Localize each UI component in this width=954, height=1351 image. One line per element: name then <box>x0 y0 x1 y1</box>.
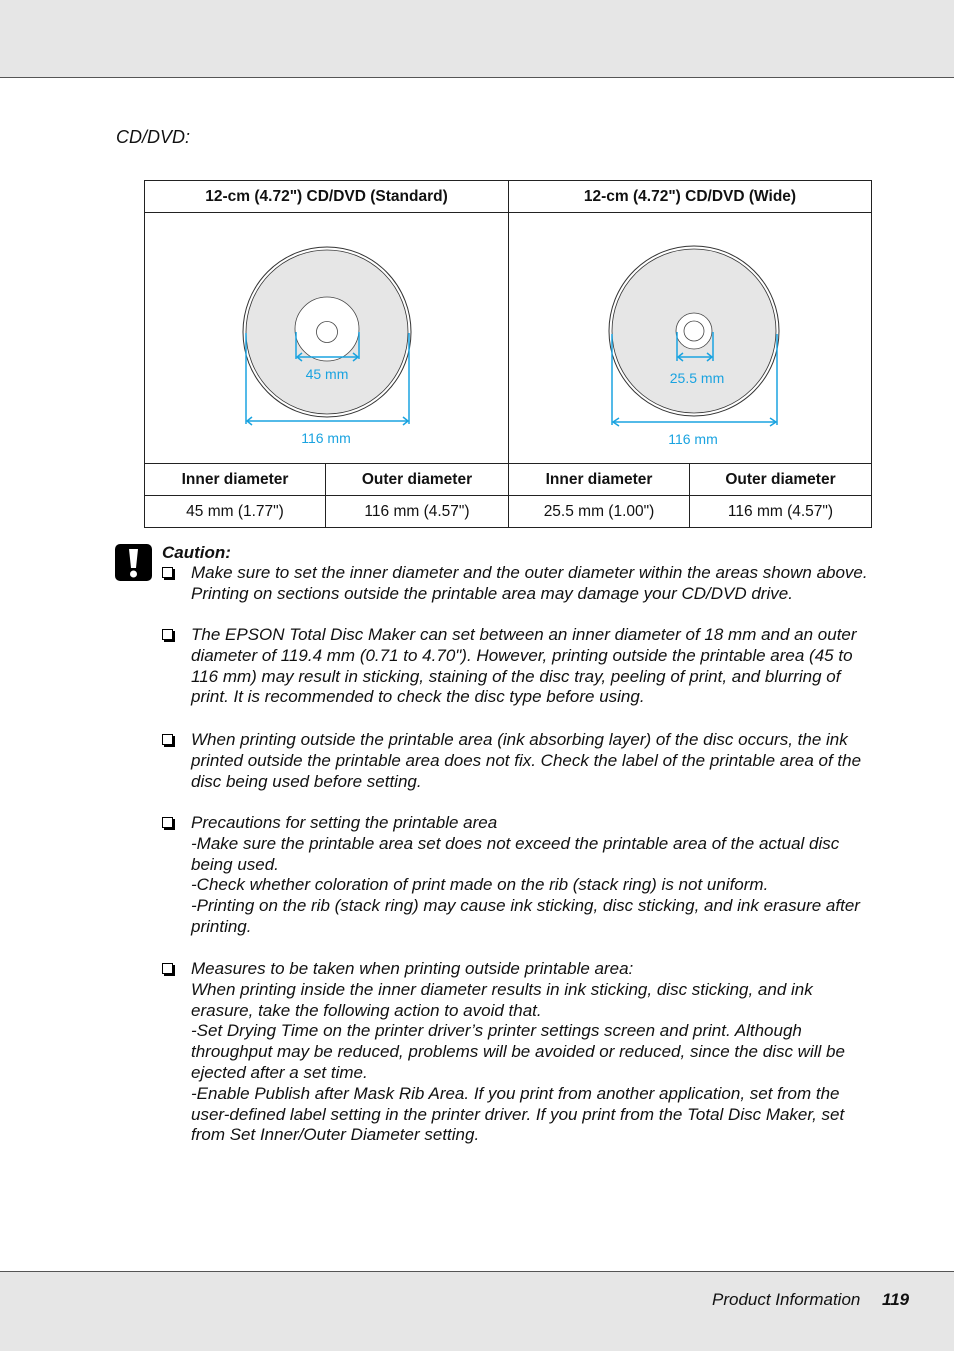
checkbox-bullet-icon <box>162 963 173 974</box>
caution-line: from Set Inner/Outer Diameter setting. <box>191 1125 480 1145</box>
caution-line: When printing inside the inner diameter results in ink sticking, disc sticking, and ink <box>191 979 813 999</box>
caution-line: -Enable Publish after Mask Rib Area. If you print from another application, set from the <box>191 1083 840 1103</box>
wide-disc-diagram <box>509 213 872 464</box>
value-inner-wide: 25.5 mm (1.00") <box>509 496 690 528</box>
footer-band <box>0 1271 954 1351</box>
caution-line: -Check whether coloration of print made on the rib (stack ring) is not uniform. <box>191 875 769 895</box>
caution-line: When printing outside the printable area (ink absorbing layer) of the disc occurs, the ink <box>191 730 848 749</box>
caution-line: printing. <box>191 916 252 936</box>
caution-line: Printing on sections outside the printable area may damage your CD/DVD drive. <box>191 583 793 603</box>
checkbox-bullet-icon <box>162 734 173 745</box>
value-outer-wide: 116 mm (4.57") <box>690 496 872 528</box>
caution-line: print. It is recommended to check the disc type before using. <box>191 687 645 707</box>
footer-section: Product Information <box>712 1290 861 1309</box>
standard-disc-svg <box>145 213 508 463</box>
caution-line: Make sure to set the inner diameter and the outer diameter within the areas shown above. <box>191 563 868 582</box>
caution-line: user-defined label setting in the printer driver. If you print from the Total Disc Maker, set <box>191 1104 845 1124</box>
disc-size-table <box>144 180 872 528</box>
caution-line: erasure, take the following action to avoid that. <box>191 1000 542 1020</box>
label-inner-wide: Inner diameter <box>509 464 690 496</box>
label-inner-standard: Inner diameter <box>145 464 326 496</box>
section-title: CD/DVD: <box>116 127 191 147</box>
wide-inner-label: 25.5 mm <box>669 370 725 386</box>
wide-disc-svg <box>509 213 872 463</box>
caution-line: -Printing on the rib (stack ring) may cause ink sticking, disc sticking, and ink erasure after <box>191 896 860 916</box>
caution-line: 116 mm) may result in sticking, staining of the disc tray, peeling of print, and blurring of <box>191 666 841 686</box>
caution-line: Measures to be taken when printing outside printable area: <box>191 959 634 978</box>
header-wide: 12-cm (4.72") CD/DVD (Wide) <box>509 181 872 213</box>
standard-inner-label: 45 mm <box>305 366 349 382</box>
wide-outer-label: 116 mm <box>668 431 718 447</box>
caution-line: -Set Drying Time on the printer driver’s printer settings screen and print. Although <box>191 1021 802 1041</box>
checkbox-bullet-icon <box>162 567 173 578</box>
value-outer-standard: 116 mm (4.57") <box>326 496 509 528</box>
caution-line: ejected after a set time. <box>191 1062 368 1082</box>
caution-line: being used. <box>191 854 279 874</box>
caution-line: The EPSON Total Disc Maker can set between an inner diameter of 18 mm and an outer <box>191 625 857 644</box>
standard-disc-diagram <box>145 213 509 464</box>
page-number: 119 <box>882 1290 910 1309</box>
header-standard: 12-cm (4.72") CD/DVD (Standard) <box>145 181 509 213</box>
caution-title: Caution: <box>162 543 231 562</box>
checkbox-bullet-icon <box>162 817 173 828</box>
caution-line: -Make sure the printable area set does not exceed the printable area of the actual disc <box>191 833 840 853</box>
caution-line: Precautions for setting the printable area <box>191 813 498 832</box>
header-band <box>0 0 954 78</box>
caution-line: printed outside the printable area does not fix. Check the label of the printable area of the <box>191 750 862 770</box>
caution-line: diameter of 119.4 mm (0.71 to 4.70"). However, printing outside the printable area (45 to <box>191 645 853 665</box>
caution-line: disc being used before setting. <box>191 771 422 791</box>
label-outer-wide: Outer diameter <box>690 464 872 496</box>
standard-outer-label: 116 mm <box>301 430 351 446</box>
caution-icon <box>115 544 152 581</box>
label-outer-standard: Outer diameter <box>326 464 509 496</box>
checkbox-bullet-icon <box>162 629 173 640</box>
value-inner-standard: 45 mm (1.77") <box>145 496 326 528</box>
caution-line: throughput may be reduced, problems will be avoided or reduced, since the disc will be <box>191 1042 845 1062</box>
